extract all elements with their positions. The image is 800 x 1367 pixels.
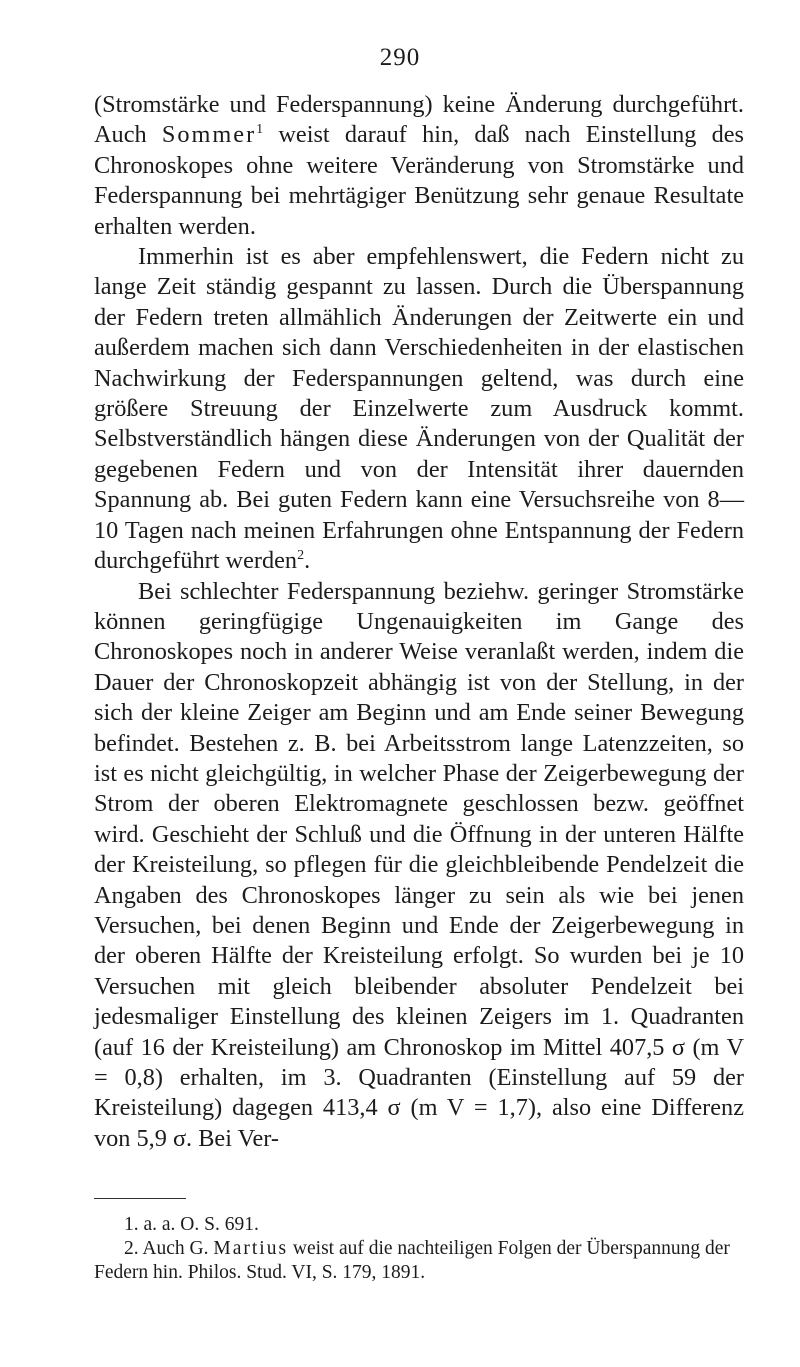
paragraph-2: [94, 242, 744, 576]
footnote-divider: [94, 1198, 186, 1199]
paragraph-2-text: Immerhin ist es aber empfehlenswert, die Federn nicht zu lange Zeit ständig gespannt zu lassen. Durch die Überspannung der Federn treten allmählich Änderungen der Zeitwerte ein und außerdem machen sich dann Verschiedenheiten in der elastischen Nachwirkung der Federspannungen geltend, was durch eine größere Streuung der Einzelwerte zum Ausdruck kommt. Selbstverständlich hängen diese Änderungen von der Qualität der gegebenen Federn und von der Intensität ihrer dauernden Spannung ab. Bei guten Federn kann eine Versuchsreihe von 8—10 Tagen nach meinen Erfahrungen ohne Entspannung der Federn durchgeführt werden: [94, 243, 744, 575]
page-number: 290: [379, 44, 421, 71]
paragraph-2-rest: .: [304, 547, 311, 575]
footnote-2: [94, 1237, 744, 1285]
footnote-1-text: 1. a. a. O. S. 691.: [124, 1214, 259, 1235]
author-name-sommer: Sommer: [161, 121, 257, 149]
footnote-2-prefix: 2. Auch G.: [124, 1238, 214, 1259]
paragraph-3-text: Bei schlechter Federspannung beziehw. geringer Stromstärke können geringfügige Ungenauigkeiten im Gange des Chronoskopes noch in anderer Weise veranlaßt werden, indem die Dauer der Chronoskopzeit abhängig ist von der Stellung, in der sich der kleine Zeiger am Beginn und am Ende seiner Bewegung befindet. Bestehen z. B. bei Arbeitsstrom lange Latenzzeiten, so ist es nicht gleichgültig, in welcher Phase der Zeigerbewegung der Strom der oberen Elektromagnete geschlossen bezw. geöffnet wird. Geschieht der Schluß und die Öffnung in der unteren Hälfte der Kreisteilung, so pflegen für die gleichbleibende Pendelzeit die Angaben des Chronoskopes länger zu sein als wie bei jenen Versuchen, bei denen Beginn und Ende der Zeigerbewegung in der oberen Hälfte der Kreisteilung erfolgt. So wurden bei je 10 Versuchen mit gleich bleibender absoluter Pendelzeit bei jedesmaliger Einstellung des kleinen Zeigers im 1. Quadranten (auf 16 der Kreisteilung) am Chronoskop im Mittel 407,5 σ (m V = 0,8) erhalten, im 3. Quadranten (Einstellung auf 59 der Kreisteilung) dagegen 413,4 σ (m V = 1,7), also eine Differenz von 5,9 σ. Bei Ver-: [94, 577, 744, 1152]
author-name-martius: Martius: [213, 1238, 289, 1259]
footnote-ref-2: 2: [297, 548, 305, 563]
paragraph-1: [94, 90, 744, 242]
footnotes: [94, 1213, 744, 1285]
paragraph-1-rest: weist darauf hin, daß nach Einstellung des Chronoskopes ohne weitere Veränderung von Stromstärke und Federspannung bei mehrtägiger Benützung sehr genaue Resultate erhalten werden.: [94, 121, 744, 240]
paragraph-1-text: (Stromstärke und Federspannung) keine Änderung durchgeführt. Auch: [94, 91, 744, 149]
footnote-ref-1: 1: [256, 122, 264, 138]
paragraph-3: [94, 577, 744, 1155]
footnote-1: [94, 1213, 744, 1237]
body-text: [94, 90, 744, 1154]
footnote-2-rest: weist auf die nachteiligen Folgen der Überspannung der Federn hin. Philos. Stud. VI, S. 179, 1891.: [94, 1238, 730, 1283]
